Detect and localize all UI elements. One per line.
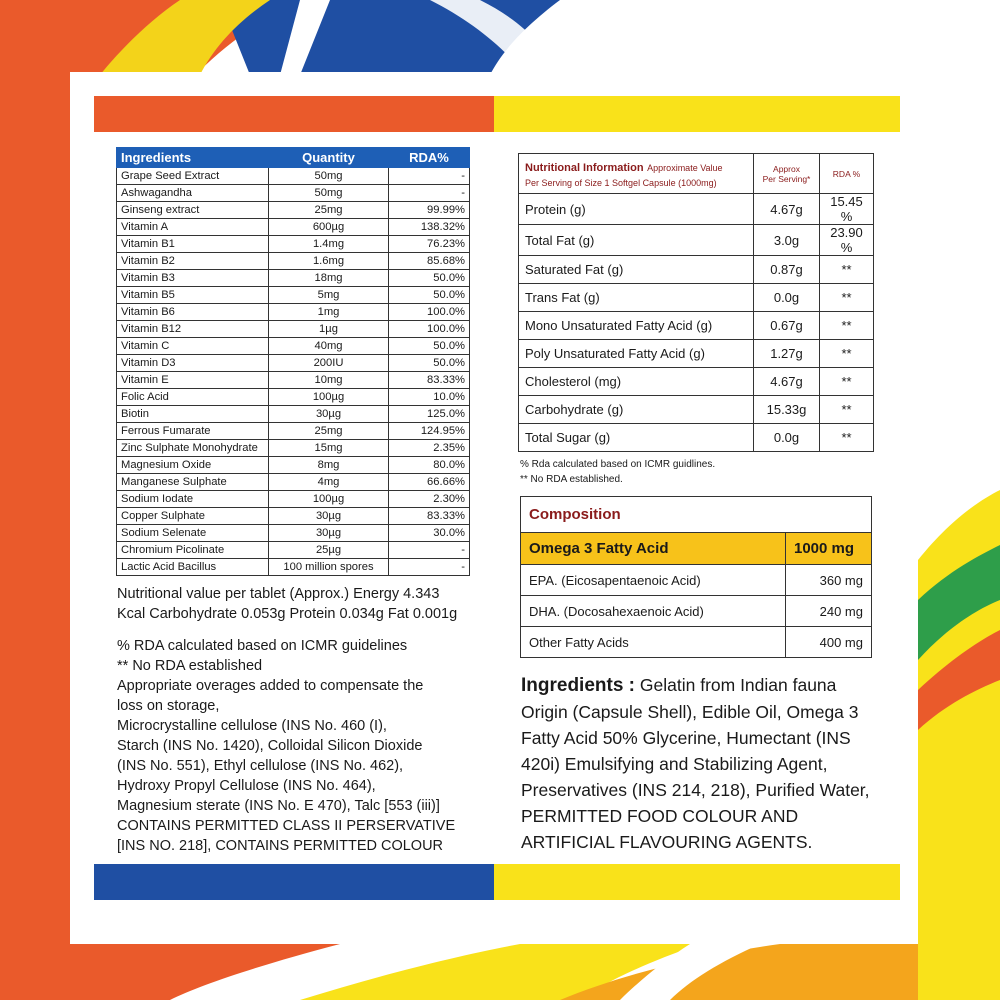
- header-ingredients: Ingredients: [117, 148, 269, 168]
- table-row: [521, 596, 872, 627]
- ingredient-quantity: 100µg: [269, 389, 389, 406]
- nutrient-rda: **: [820, 368, 874, 396]
- nutrient-rda: **: [820, 424, 874, 452]
- composition-name: DHA. (Docosahexaenoic Acid): [521, 596, 786, 627]
- nutrient-value: 15.33g: [754, 396, 820, 424]
- ingredient-rda: -: [389, 168, 470, 185]
- table-row: [117, 542, 470, 559]
- composition-amount: 400 mg: [786, 627, 872, 658]
- nutrition-header-sub1: Approximate Value: [647, 162, 723, 173]
- ingredient-rda: 2.35%: [389, 440, 470, 457]
- nutrient-name: Protein (g): [519, 194, 754, 225]
- omega-amount: 1000 mg: [786, 533, 872, 565]
- table-row: [117, 168, 470, 185]
- rda-label: RDA %: [832, 168, 861, 179]
- nutrition-line-2: Kcal Carbohydrate 0.053g Protein 0.034g Fat 0.001g: [117, 606, 458, 622]
- ingredient-name: Folic Acid: [117, 389, 269, 406]
- ingredient-quantity: 25mg: [269, 423, 389, 440]
- nutrient-value: 0.0g: [754, 284, 820, 312]
- ingredient-rda: 99.99%: [389, 202, 470, 219]
- composition-amount: 360 mg: [786, 565, 872, 596]
- table-row: [117, 270, 470, 287]
- ingredient-quantity: 8mg: [269, 457, 389, 474]
- ingredient-name: Vitamin B5: [117, 287, 269, 304]
- nutrition-info-header: [519, 154, 874, 194]
- nutrient-rda: **: [820, 312, 874, 340]
- ingredient-rda: 50.0%: [389, 338, 470, 355]
- ingredient-rda: 66.66%: [389, 474, 470, 491]
- table-row: [117, 474, 470, 491]
- ingredient-rda: 50.0%: [389, 287, 470, 304]
- ingredient-rda: 85.68%: [389, 253, 470, 270]
- ingredient-name: Zinc Sulphate Monohydrate: [117, 440, 269, 457]
- table-row: [117, 372, 470, 389]
- nutrition-note-rda: % Rda calculated based on ICMR guidlines.: [520, 459, 716, 470]
- ingredient-quantity: 4mg: [269, 474, 389, 491]
- nutrition-note-no-rda: ** No RDA established.: [520, 474, 623, 485]
- nutrient-name: Saturated Fat (g): [519, 256, 754, 284]
- table-row: [117, 389, 470, 406]
- nutrition-info-table: [518, 153, 874, 452]
- nutrient-rda: **: [820, 256, 874, 284]
- ingredient-name: Biotin: [117, 406, 269, 423]
- ingredient-rda: 10.0%: [389, 389, 470, 406]
- nutrient-value: 3.0g: [754, 225, 820, 256]
- nutrient-name: Total Fat (g): [519, 225, 754, 256]
- table-row: [117, 185, 470, 202]
- table-row: [519, 340, 874, 368]
- nutrient-rda: 15.45 %: [820, 194, 874, 225]
- nutrient-rda: 23.90 %: [820, 225, 874, 256]
- ingredient-quantity: 100µg: [269, 491, 389, 508]
- table-row: [117, 253, 470, 270]
- table-row: [117, 219, 470, 236]
- ingredient-rda: 125.0%: [389, 406, 470, 423]
- no-rda-note: ** No RDA established: [117, 658, 263, 674]
- nutrient-value: 4.67g: [754, 194, 820, 225]
- ingredient-name: Vitamin D3: [117, 355, 269, 372]
- table-row: [117, 525, 470, 542]
- ingredient-quantity: 50mg: [269, 168, 389, 185]
- nutrient-rda: **: [820, 340, 874, 368]
- ingredient-rda: 124.95%: [389, 423, 470, 440]
- ingredient-name: Ashwagandha: [117, 185, 269, 202]
- ingredient-name: Ginseng extract: [117, 202, 269, 219]
- nutrient-name: Carbohydrate (g): [519, 396, 754, 424]
- ingredient-name: Chromium Picolinate: [117, 542, 269, 559]
- ingredient-quantity: 18mg: [269, 270, 389, 287]
- table-row: [117, 355, 470, 372]
- ingredient-quantity: 1mg: [269, 304, 389, 321]
- nutrient-value: 0.67g: [754, 312, 820, 340]
- composition-name: EPA. (Eicosapentaenoic Acid): [521, 565, 786, 596]
- ingredient-rda: 100.0%: [389, 304, 470, 321]
- ingredient-quantity: 40mg: [269, 338, 389, 355]
- ingredient-name: Sodium Selenate: [117, 525, 269, 542]
- ingredient-quantity: 1µg: [269, 321, 389, 338]
- composition-name: Other Fatty Acids: [521, 627, 786, 658]
- excipient-line-8: CONTAINS PERMITTED CLASS II PERSERVATIVE: [117, 818, 456, 834]
- table-row: [519, 368, 874, 396]
- excipient-line-3: Microcrystalline cellulose (INS No. 460 (I),: [117, 718, 387, 734]
- table-row: [519, 194, 874, 225]
- nutrient-name: Trans Fat (g): [519, 284, 754, 312]
- ingredient-name: Manganese Sulphate: [117, 474, 269, 491]
- table-row: [117, 491, 470, 508]
- composition-title-row: [521, 497, 872, 533]
- ingredient-quantity: 600µg: [269, 219, 389, 236]
- table-row: [519, 396, 874, 424]
- nutrition-header-title-cell: [519, 154, 754, 194]
- ingredient-rda: -: [389, 542, 470, 559]
- top-bar-orange: [94, 96, 494, 132]
- nutrition-header-sub2: Per Serving of Size 1 Softgel Capsule (1000mg): [525, 177, 717, 188]
- ingredient-name: Vitamin E: [117, 372, 269, 389]
- excipient-line-9: [INS NO. 218], CONTAINS PERMITTED COLOUR: [117, 838, 444, 854]
- ingredient-quantity: 1.4mg: [269, 236, 389, 253]
- table-row: [117, 406, 470, 423]
- table-row: [117, 304, 470, 321]
- ingredient-quantity: 200IU: [269, 355, 389, 372]
- nutrient-rda: **: [820, 284, 874, 312]
- rda-note: % RDA calculated based on ICMR guidelines: [117, 638, 408, 654]
- ingredient-quantity: 1.6mg: [269, 253, 389, 270]
- ingredient-quantity: 30µg: [269, 525, 389, 542]
- approx-label-1: Approx: [773, 163, 800, 174]
- ingredients-paragraph: [521, 672, 876, 855]
- ingredient-quantity: 10mg: [269, 372, 389, 389]
- ingredient-rda: 83.33%: [389, 372, 470, 389]
- bottom-bar-blue: [94, 864, 494, 900]
- excipient-line-7: Magnesium sterate (INS No. E 470), Talc [553 (iii)]: [117, 798, 440, 814]
- ingredient-quantity: 50mg: [269, 185, 389, 202]
- table-row: [117, 236, 470, 253]
- ingredient-rda: 83.33%: [389, 508, 470, 525]
- ingredient-rda: 50.0%: [389, 355, 470, 372]
- nutrient-name: Total Sugar (g): [519, 424, 754, 452]
- ingredient-rda: 76.23%: [389, 236, 470, 253]
- ingredient-name: Vitamin B6: [117, 304, 269, 321]
- ingredient-name: Grape Seed Extract: [117, 168, 269, 185]
- ingredient-name: Ferrous Fumarate: [117, 423, 269, 440]
- ingredient-rda: 100.0%: [389, 321, 470, 338]
- ingredient-rda: 80.0%: [389, 457, 470, 474]
- table-row: [117, 457, 470, 474]
- nutrition-header-title: Nutritional Information: [525, 161, 644, 174]
- ingredient-rda: 138.32%: [389, 219, 470, 236]
- excipient-line-4: Starch (INS No. 1420), Colloidal Silicon Dioxide: [117, 738, 423, 754]
- ingredient-quantity: 5mg: [269, 287, 389, 304]
- ingredient-name: Vitamin B2: [117, 253, 269, 270]
- ingredient-quantity: 25µg: [269, 542, 389, 559]
- nutrition-line-1: Nutritional value per tablet (Approx.) Energy 4.343: [117, 586, 440, 602]
- excipient-line-1: Appropriate overages added to compensate the: [117, 678, 424, 694]
- ingredient-rda: -: [389, 559, 470, 576]
- ingredient-name: Lactic Acid Bacillus: [117, 559, 269, 576]
- ingredient-name: Vitamin C: [117, 338, 269, 355]
- table-row: [519, 284, 874, 312]
- ingredient-name: Magnesium Oxide: [117, 457, 269, 474]
- nutrition-per-tablet: [117, 584, 477, 624]
- nutrient-value: 0.87g: [754, 256, 820, 284]
- ingredient-name: Vitamin A: [117, 219, 269, 236]
- table-row: [521, 627, 872, 658]
- ingredient-name: Vitamin B12: [117, 321, 269, 338]
- nutrition-header-rda: [820, 154, 874, 194]
- left-notes: [117, 636, 477, 856]
- ingredients-text: Gelatin from Indian fauna Origin (Capsule Shell), Edible Oil, Omega 3 Fatty Acid 50% Glycerine, Humectant (INS 420i) Emulsifying and Stabilizing Agent, Preservatives (INS 214, 218), Purified Water, PERMITTED FOOD COLOUR AND ARTIFICIAL FLAVOURING AGENTS.: [521, 675, 870, 852]
- ingredient-quantity: 30µg: [269, 406, 389, 423]
- table-row: [117, 202, 470, 219]
- ingredient-name: Vitamin B1: [117, 236, 269, 253]
- nutrition-header-approx: [754, 154, 820, 194]
- header-rda: RDA%: [389, 148, 470, 168]
- ingredient-quantity: 30µg: [269, 508, 389, 525]
- ingredients-table-header: [117, 148, 470, 168]
- table-row: [519, 256, 874, 284]
- table-row: [117, 440, 470, 457]
- nutrient-value: 1.27g: [754, 340, 820, 368]
- nutrient-rda: **: [820, 396, 874, 424]
- table-row: [117, 508, 470, 525]
- table-row: [519, 225, 874, 256]
- composition-highlight-row: [521, 533, 872, 565]
- nutrient-name: Mono Unsaturated Fatty Acid (g): [519, 312, 754, 340]
- ingredient-name: Vitamin B3: [117, 270, 269, 287]
- table-row: [521, 565, 872, 596]
- composition-table: [520, 496, 872, 658]
- ingredients-label: Ingredients :: [521, 675, 636, 696]
- ingredient-rda: 30.0%: [389, 525, 470, 542]
- excipient-line-2: loss on storage,: [117, 698, 220, 714]
- nutrient-name: Poly Unsaturated Fatty Acid (g): [519, 340, 754, 368]
- header-quantity: Quantity: [269, 148, 389, 168]
- table-row: [117, 287, 470, 304]
- ingredient-name: Copper Sulphate: [117, 508, 269, 525]
- ingredient-rda: 2.30%: [389, 491, 470, 508]
- ingredient-quantity: 25mg: [269, 202, 389, 219]
- ingredient-rda: 50.0%: [389, 270, 470, 287]
- omega-label: Omega 3 Fatty Acid: [521, 533, 786, 565]
- composition-amount: 240 mg: [786, 596, 872, 627]
- ingredient-quantity: 100 million spores: [269, 559, 389, 576]
- table-row: [519, 312, 874, 340]
- ingredient-quantity: 15mg: [269, 440, 389, 457]
- ingredient-name: Sodium Iodate: [117, 491, 269, 508]
- table-row: [117, 423, 470, 440]
- nutrient-value: 0.0g: [754, 424, 820, 452]
- ingredients-table-body: [117, 168, 470, 576]
- table-row: [519, 424, 874, 452]
- ingredient-rda: -: [389, 185, 470, 202]
- nutrient-value: 4.67g: [754, 368, 820, 396]
- bottom-bar-yellow: [494, 864, 900, 900]
- top-bar-yellow: [494, 96, 900, 132]
- ingredients-table: [116, 147, 470, 576]
- nutrient-name: Cholesterol (mg): [519, 368, 754, 396]
- excipient-line-6: Hydroxy Propyl Cellulose (INS No. 464),: [117, 778, 376, 794]
- table-row: [117, 559, 470, 576]
- excipient-line-5: (INS No. 551), Ethyl cellulose (INS No. 462),: [117, 758, 404, 774]
- approx-label-2: Per Serving*: [762, 173, 811, 184]
- table-row: [117, 321, 470, 338]
- composition-title: Composition: [521, 497, 872, 533]
- table-row: [117, 338, 470, 355]
